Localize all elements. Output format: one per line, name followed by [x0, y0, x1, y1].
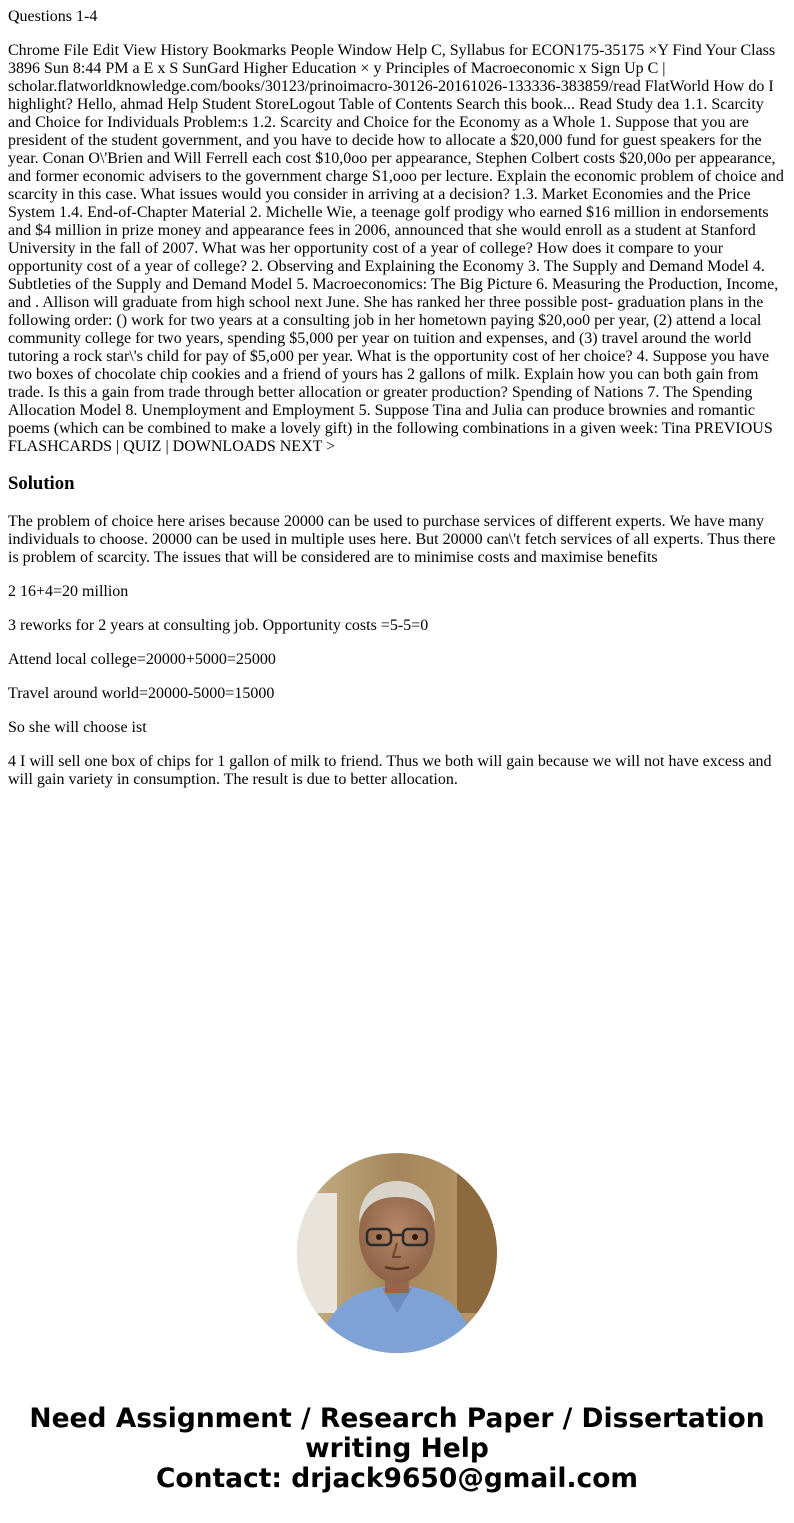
- avatar: [297, 1153, 497, 1353]
- question-text: Chrome File Edit View History Bookmarks People Window Help C, Syllabus for ECON175-35175 ×Y Find Your Class 3896 Sun 8:44 PM a E x S SunGard Higher Education × y Principles of Macroeconomic x Sign Up C | scholar.flatworldknowledge.com/books/30123/prinoimacro-30126-20161026-133336-383859/read FlatWorld How do I highlight? Hello, ahmad Help Student StoreLogout Table of Contents Search this book... Read Study dea 1.1. Scarcity and Choice for Individuals Problem:s 1.2. Scarcity and Choice for the Economy as a Whole 1. Suppose that you are president of the student government, and you have to decide how to allocate a $20,000 fund for guest speakers for the year. Conan O\'Brien and Will Ferrell each cost $10,0oo per appearance, Stephen Colbert costs $20,00o per appearance, and former economic advisers to the government charge S1,ooo per lecture. Explain the economic problem of choice and scarcity in this case. What issues would you consider in arriving at a decision? 1.3. Market Economies and the Price System 1.4. End-of-Chapter Material 2. Michelle Wie, a teenage golf prodigy who earned $16 million in endorsements and $4 million in prize money and appearance fees in 2006, announced that she would enroll as a student at Stanford University in the fall of 2007. What was her opportunity cost of a year of college? How does it compare to your opportunity cost of a year of college? 2. Observing and Explaining the Economy 3. The Supply and Demand Model 4. Subtleties of the Supply and Demand Model 5. Macroeconomics: The Big Picture 6. Measuring the Production, Income, and . Allison will graduate from high school next June. She has ranked her three possible post- graduation plans in the following order: () work for two years at a consulting job in her hometown paying $20,oo0 per year, (2) attend a local community college for two years, spending $5,000 per year on tuition and expenses, and (3) travel around the world tutoring a rock star\'s child for pay of $5,o00 per year. What is the opportunity cost of her choice? 4. Suppose you have two boxes of chocolate chip cookies and a friend of yours has 2 gallons of milk. Explain how you can both gain from trade. Is this a gain from trade through better allocation or greater production? Spending of Nations 7. The Spending Allocation Model 8. Unemployment and Employment 5. Suppose Tina and Julia can produce brownies and romantic poems (which can be combined to make a lovely gift) in the following combinations in a given week: Tina PREVIOUS FLASHCARDS | QUIZ | DOWNLOADS NEXT >: [8, 42, 784, 455]
- solution-paragraph: 2 16+4=20 million: [8, 583, 129, 600]
- solution-paragraph: The problem of choice here arises because 20000 can be used to purchase services of different experts. We have many individuals to choose. 20000 can be used in multiple uses here. But 20000 can\'t fetch services of all experts. Thus there is problem of scarcity. The issues that will be considered are to minimise costs and maximise benefits: [8, 513, 776, 566]
- contact-email: Contact: drjack9650@gmail.com: [155, 1463, 639, 1494]
- solution-paragraph: 4 I will sell one box of chips for 1 gallon of milk to friend. Thus we both will gain because we will not have excess and will gain variety in consumption. The result is due to better allocation.: [8, 753, 772, 788]
- contact-banner: [0, 1404, 794, 1494]
- solution-paragraph: Travel around world=20000-5000=15000: [8, 685, 275, 702]
- author-photo: [297, 1153, 497, 1353]
- solution-paragraph: Attend local college=20000+5000=25000: [8, 651, 276, 668]
- solution-heading: Solution: [8, 473, 75, 494]
- solution-paragraph: 3 reworks for 2 years at consulting job. Opportunity costs =5-5=0: [8, 617, 429, 634]
- banner-line: writing Help: [305, 1433, 489, 1464]
- solution-paragraph: So she will choose ist: [8, 719, 147, 736]
- banner-line: Need Assignment / Research Paper / Dissertation: [29, 1403, 765, 1434]
- page-title: Questions 1-4: [8, 8, 98, 25]
